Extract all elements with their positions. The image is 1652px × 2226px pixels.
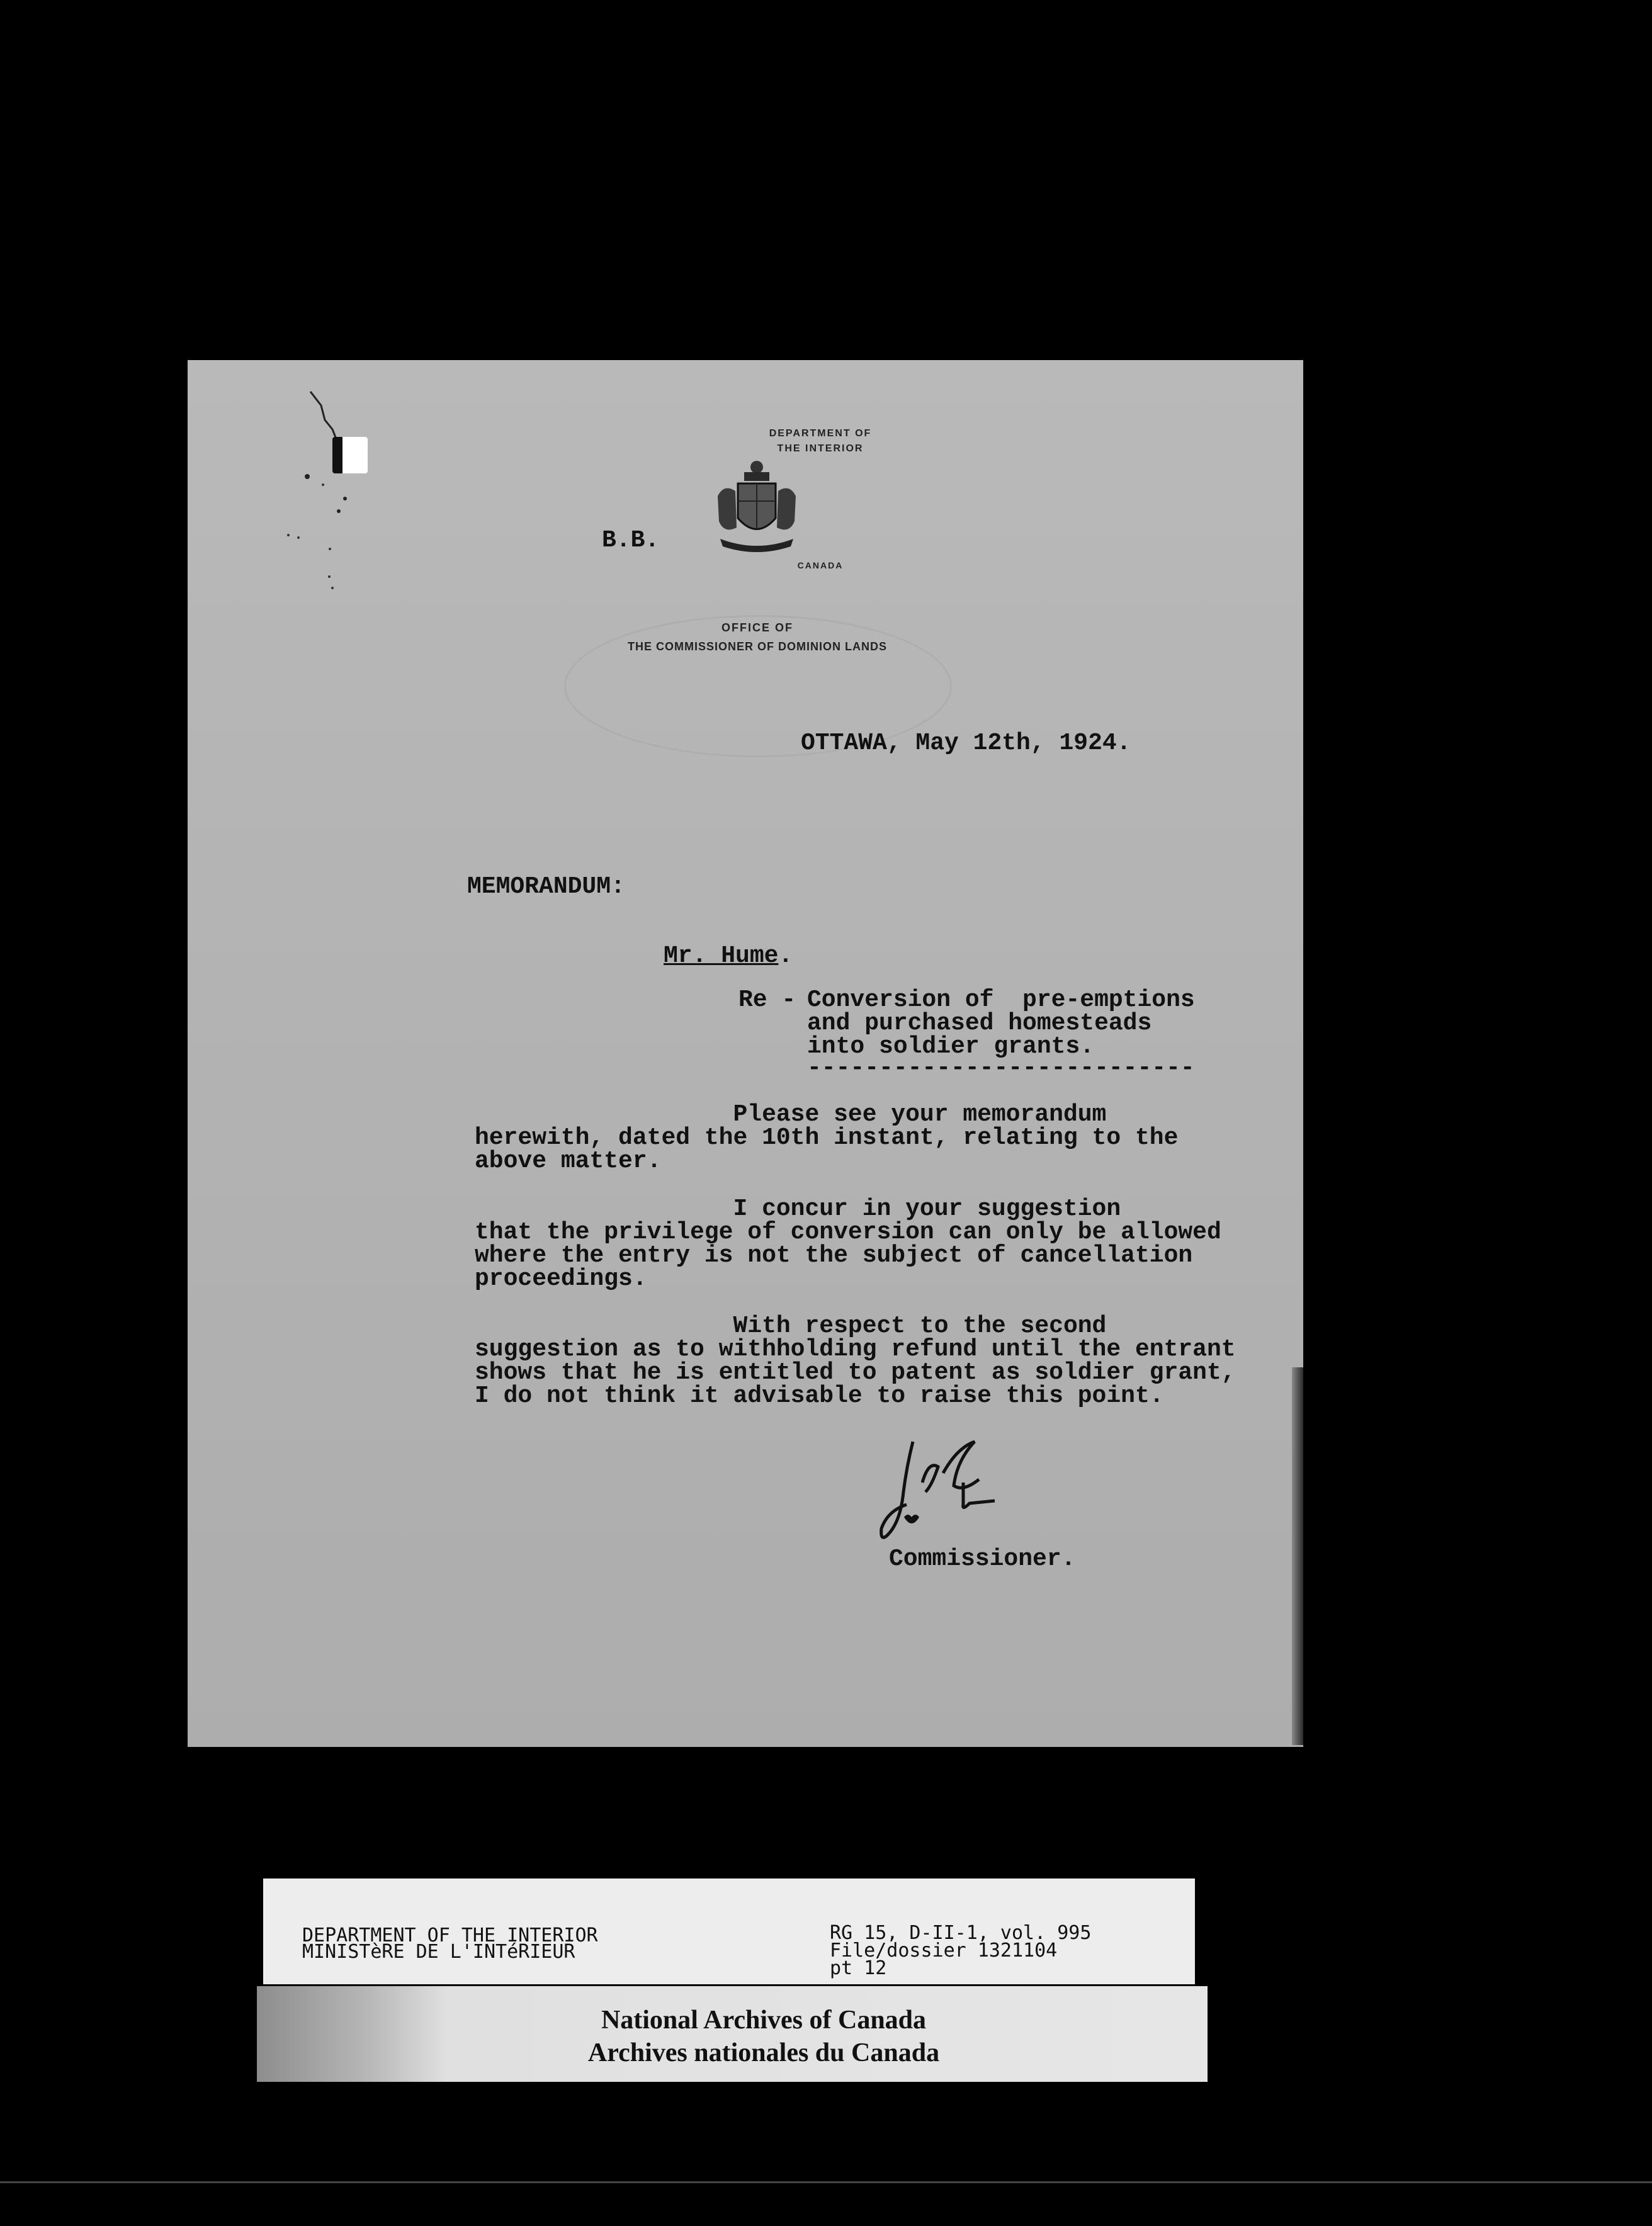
letterhead-dept-line1: DEPARTMENT OF (769, 428, 872, 439)
initials: B.B. (602, 527, 660, 554)
punch-hole (332, 437, 368, 473)
memo-addressee (664, 944, 793, 968)
para2-line-2: that the privilege of conversion can only be allowed (475, 1219, 1221, 1246)
re-line-3: into soldier grants. (807, 1033, 1095, 1060)
page-edge-shadow (1292, 1367, 1303, 1745)
para3-line-1: With respect to the second (475, 1313, 1107, 1340)
letterhead-department (694, 426, 946, 456)
letterhead-office-line1: OFFICE OF (721, 621, 793, 634)
letterhead-country (694, 560, 946, 570)
handwritten-signature-icon (869, 1423, 1020, 1549)
para2-line-3: where the entry is not the subject of cancellation (475, 1242, 1193, 1269)
para1-line-1: Please see your memorandum (475, 1101, 1107, 1128)
para3-line-2: suggestion as to withholding refund until the entrant (475, 1336, 1236, 1363)
tear-mark-icon (188, 360, 389, 612)
archive-footer-label (257, 1986, 1208, 2082)
re-line-1: Conversion of pre-emptions (807, 986, 1195, 1014)
re-label: Re - (738, 986, 796, 1014)
archive-ref-line-2: File/dossier 1321104 (830, 1940, 1058, 1962)
addressee-name: Mr. Hume (664, 942, 779, 969)
archive-dept-fr: MINISTèRE DE L'INTéRIEUR (302, 1941, 575, 1963)
archive-footer-line-2: Archives nationales du Canada (587, 2038, 940, 2067)
re-rule: --------------------------- (807, 1054, 1195, 1082)
coat-of-arms-icon (711, 458, 802, 559)
letterhead-dept-line2: THE INTERIOR (777, 443, 864, 454)
memo-heading: MEMORANDUM: (467, 873, 625, 900)
signature-title: Commissioner. (889, 1545, 1076, 1573)
letterhead-country-text: CANADA (797, 560, 844, 570)
addressee-punct: . (778, 942, 793, 969)
memo-date: OTTAWA, May 12th, 1924. (801, 730, 1131, 757)
para1-line-2: herewith, dated the 10th instant, relating to the (475, 1124, 1179, 1151)
archive-footer-line-1: National Archives of Canada (601, 2006, 927, 2035)
scan-bottom-rule (0, 2181, 1652, 2183)
archive-ref-line-1: RG 15, D-II-1, vol. 995 (830, 1922, 1092, 1944)
archive-reference-label (263, 1879, 1195, 1984)
re-line-2: and purchased homesteads (807, 1010, 1152, 1037)
archive-ref-line-3: pt 12 (830, 1957, 887, 1979)
para1-line-3: above matter. (475, 1148, 662, 1175)
para3-line-3: shows that he is entitled to patent as soldier grant, (475, 1359, 1236, 1386)
para2-line-4: proceedings. (475, 1265, 647, 1292)
letterhead-office-line2: THE COMMISSIONER OF DOMINION LANDS (628, 640, 887, 653)
para2-line-1: I concur in your suggestion (475, 1195, 1121, 1223)
letter-page (188, 360, 1303, 1747)
para3-line-4: I do not think it advisable to raise this point. (475, 1382, 1164, 1410)
archive-dept-en: DEPARTMENT OF THE INTERIOR (302, 1924, 598, 1946)
letterhead-office (565, 618, 949, 656)
